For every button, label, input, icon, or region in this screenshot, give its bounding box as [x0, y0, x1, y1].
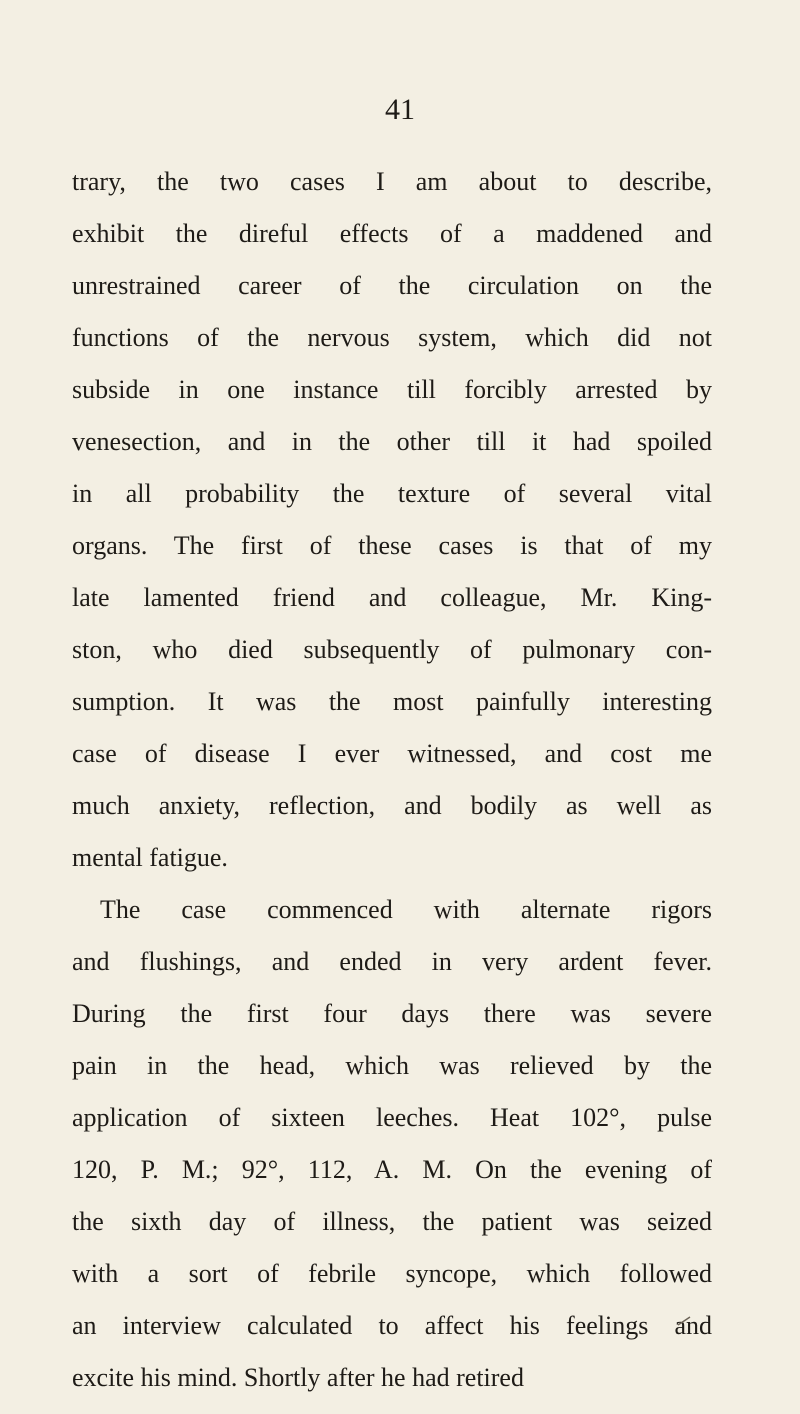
text-line: excite his mind. Shortly after he had retired: [72, 1363, 524, 1392]
text-line: ston, who died subsequently of pulmonary con-: [72, 635, 712, 664]
text-line: 120, P. M.; 92°, 112, A. M. On the evening of: [72, 1155, 712, 1184]
body-text: [72, 156, 712, 1404]
text-line: much anxiety, reflection, and bodily as well as: [72, 791, 712, 820]
text-line: with a sort of febrile syncope, which followed: [72, 1259, 712, 1288]
text-line: unrestrained career of the circulation on the: [72, 271, 712, 300]
text-line: organs. The first of these cases is that of my: [72, 531, 712, 560]
text-line: an interview calculated to affect his feelings and: [72, 1311, 712, 1340]
text-line: late lamented friend and colleague, Mr. King-: [72, 583, 712, 612]
text-line: application of sixteen leeches. Heat 102°, pulse: [72, 1103, 712, 1132]
text-line: venesection, and in the other till it had spoiled: [72, 427, 712, 456]
text-line: mental fatigue.: [72, 843, 228, 872]
text-line: trary, the two cases I am about to describe,: [72, 167, 712, 196]
text-line: During the first four days there was severe: [72, 999, 712, 1028]
text-line: in all probability the texture of several vital: [72, 479, 712, 508]
page-number: 41: [385, 93, 415, 126]
text-line: the sixth day of illness, the patient was seized: [72, 1207, 712, 1236]
text-line: case of disease I ever witnessed, and cost me: [72, 739, 712, 768]
text-line: sumption. It was the most painfully interesting: [72, 687, 712, 716]
text-line: exhibit the direful effects of a maddened and: [72, 219, 712, 248]
text-line: subside in one instance till forcibly arrested by: [72, 375, 712, 404]
text-line: functions of the nervous system, which did not: [72, 323, 712, 352]
text-line: and flushings, and ended in very ardent fever.: [72, 947, 712, 976]
text-line: The case commenced with alternate rigors: [100, 895, 712, 924]
text-line: pain in the head, which was relieved by the: [72, 1051, 712, 1080]
ink-mark-icon: [677, 1316, 691, 1326]
